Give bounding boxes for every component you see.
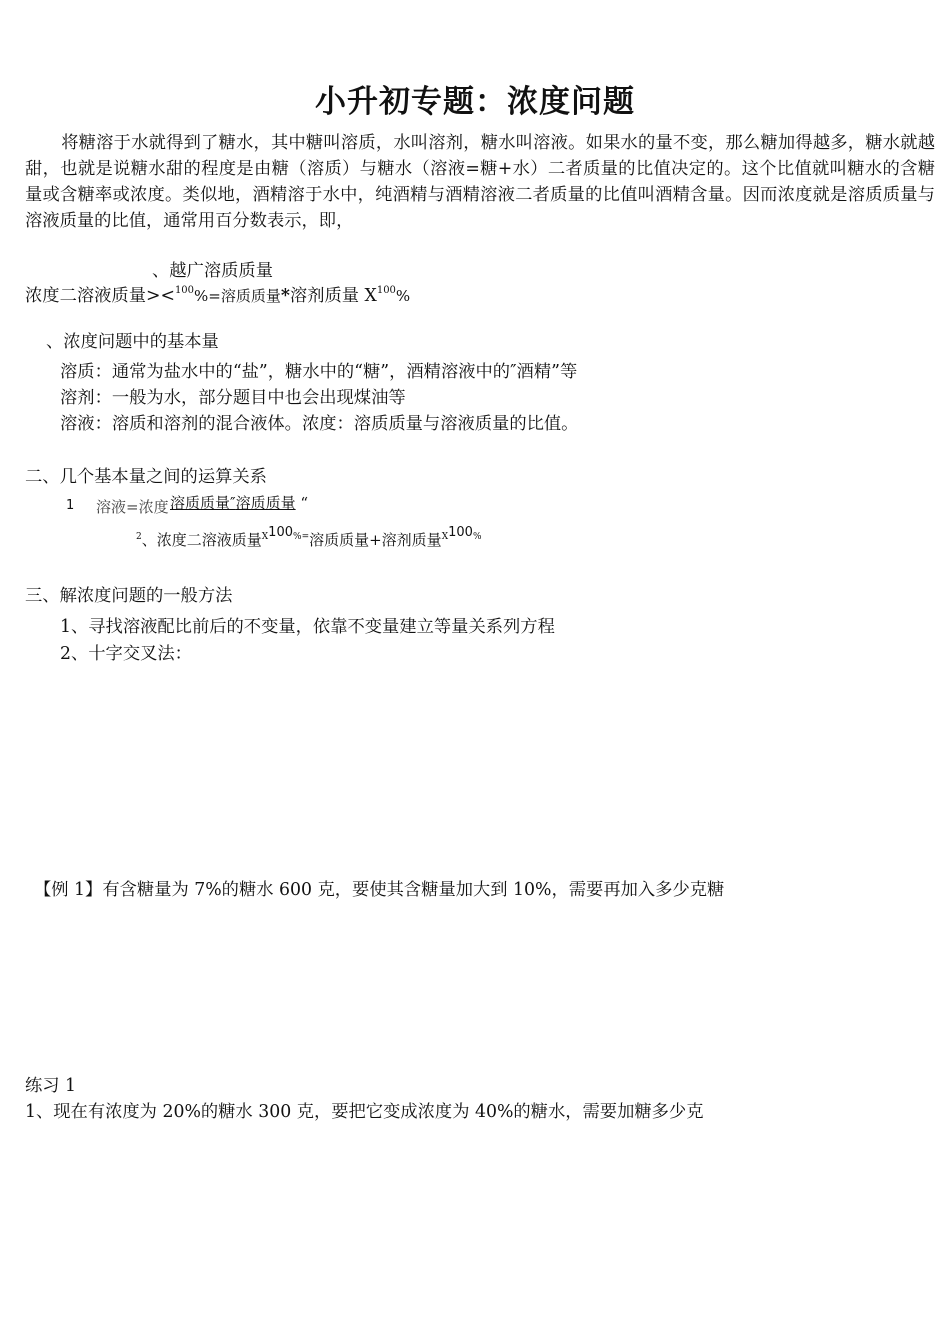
section3-item-2: 2、十字交叉法： [60,644,192,664]
section1-item-solvent: 溶剂：一般为水，部分题目中也会出现煤油等 [60,388,406,408]
intro-paragraph [25,130,935,234]
section2-row1-numerator-b: 溶质质量 [235,494,296,512]
section2-row2-text-a: 、浓度二溶液质量 [141,531,262,549]
section2-row2-pct1: % [293,532,302,542]
section1-item-solute: 溶质：通常为盐水中的“盐”，糖水中的“糖”，酒精溶液中的″酒精”等 [60,362,578,382]
section2-row2 [136,525,482,550]
section2-row2-eq: = [301,532,310,542]
formula1-part-b: %=溶质质量 [194,287,281,305]
section2-row2-sup2: 100 [448,525,473,540]
intro-text: 将糖溶于水就得到了糖水，其中糖叫溶质，水叫溶剂，糖水叫溶液。如果水的量不变，那么糖加得越多，糖水就越甜，也就是说糖水甜的程度是由糖（溶质）与糖水（溶液=糖+水）二者质量的比值决定的。这个比值就叫糖水的含糖量或含糖率或浓度。类似地，酒精溶于水中，纯酒精与酒精溶液二者质量的比值叫酒精含量。因而浓度就是溶质质量与溶液质量的比值，通常用百分数表示，即， [25,133,935,231]
section2-row2-sup1: 100 [268,525,293,540]
section3-item-1: 1、寻找溶液配比前后的不变量，依靠不变量建立等量关系列方程 [60,617,555,637]
section1-item-solution: 溶液：溶质和溶剂的混合液体。浓度：溶质质量与溶液质量的比值。 [60,414,579,434]
practice1-item-1: 1、现在有浓度为 20%的糖水 300 克，要把它变成浓度为 40%的糖水，需要加糖多少克 [25,1102,704,1122]
example1 [34,875,724,900]
section2-row2-x2: X [441,532,449,542]
section3-heading: 三、解浓度问题的一般方法 [25,586,233,606]
section2-row2-num: 2 [136,532,142,542]
section2-row1-quote: “ [300,494,309,512]
section2-row1-overlap: 溶液=浓度 [96,498,169,516]
formula1-sup-b: 100 [376,285,396,296]
formula1-pct: % [395,287,411,305]
formula1-line [25,281,410,306]
formula1-sup-a: 100 [174,285,195,296]
section2-row1-numerator [148,492,308,513]
section2-row1-numerator-a: 溶质质量″ [170,494,236,512]
section2-row2-x1: X [261,532,269,542]
formula1-numerator: 、越广溶质质量 [152,261,273,281]
section2-heading: 二、几个基本量之间的运算关系 [25,467,267,487]
section2-row2-text-b: 溶质质量+溶剂质量 [309,531,442,549]
section2-row2-pct2: % [472,532,482,542]
example1-label: 【例 1】 [34,880,103,900]
section1-heading: 、浓度问题中的基本量 [46,332,219,352]
practice1-heading: 练习 1 [25,1076,77,1096]
example1-text: 有含糖量为 7%的糖水 600 克，要使其含糖量加大到 10%，需要再加入多少克糖 [102,880,725,900]
formula1-part-c: 溶剂质量 X [289,286,377,306]
formula1-part-a: 浓度二溶液质量>< [25,286,175,306]
formula1-star: * [280,286,290,306]
page-title: 小升初专题：浓度问题 [315,84,635,120]
section2-row1-num: 1 [66,498,75,513]
